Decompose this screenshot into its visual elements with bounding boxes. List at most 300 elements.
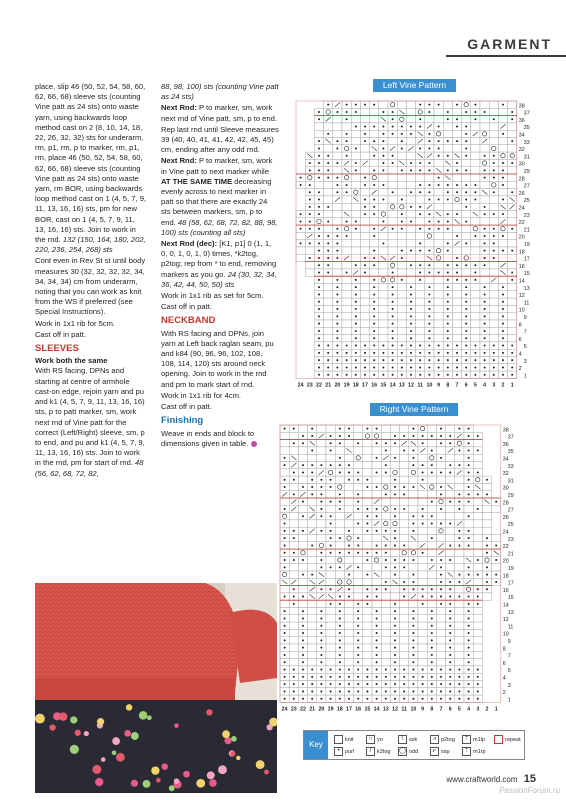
chart-cell (333, 123, 342, 130)
paragraph: With RS facing and DPNs, join yarn at Left back raglan seam, pu and k84 (90, 96, 96, 102, 108, 108, 114, 120) sts around neck opening. Join to work in the rnd and pm to mark start of rnd. (161, 328, 274, 389)
chart-cell (397, 262, 406, 269)
purl-mark (293, 442, 295, 444)
purl-mark (327, 345, 329, 347)
purl-mark (493, 155, 495, 157)
chart-cell (360, 298, 369, 305)
purl-mark (320, 676, 322, 678)
purl-mark (465, 374, 467, 376)
chart-cell (390, 549, 399, 556)
chart-cell (360, 291, 369, 298)
chart-cell (388, 276, 397, 283)
chart-cell (324, 305, 333, 312)
chart-cell (333, 269, 342, 276)
purl-mark (428, 264, 430, 266)
purl-mark (302, 486, 304, 488)
chart-cell (342, 335, 351, 342)
purl-mark (474, 374, 476, 376)
purl-mark (401, 345, 403, 347)
purl-mark (410, 352, 412, 354)
flower-dot (147, 715, 152, 720)
chart-cell (360, 189, 369, 196)
chart-cell (326, 615, 335, 622)
chart-cell (280, 600, 289, 607)
chart-cell (436, 651, 445, 658)
chart-cell (388, 262, 397, 269)
chart-cell (381, 615, 390, 622)
row-label: 14 (518, 278, 525, 285)
purl-mark (412, 588, 414, 590)
purl-mark (456, 140, 458, 142)
col-label: 11 (401, 706, 408, 713)
purl-mark (366, 574, 368, 576)
purl-mark (394, 435, 396, 437)
row-label: 11 (507, 624, 514, 631)
purl-mark (468, 574, 470, 576)
chart-cell (427, 476, 436, 483)
chart-cell (427, 454, 436, 461)
purl-mark (355, 359, 357, 361)
purl-mark (502, 169, 504, 171)
row-label: 31 (523, 154, 530, 161)
purl-mark (468, 683, 470, 685)
purl-mark (376, 639, 378, 641)
purl-mark (327, 177, 329, 179)
purl-mark (493, 235, 495, 237)
purl-mark (484, 308, 486, 310)
chart-cell (397, 189, 406, 196)
purl-mark (327, 104, 329, 106)
chart-cell (381, 432, 390, 439)
col-label: 24 (297, 382, 304, 389)
purl-mark (440, 435, 442, 437)
purl-mark (456, 366, 458, 368)
chart-cell (452, 174, 461, 181)
chart-cell (409, 491, 418, 498)
paragraph: Cont even in Rev St st until body measures 30 (32, 32, 32, 32, 34, 34, 34, 34) cm from underarm, noting that you can work as knit from the WS if preferred (see Special Instructions). (35, 256, 146, 317)
purl-mark (302, 647, 304, 649)
chart-cell (317, 425, 326, 432)
chart-cell (381, 513, 390, 520)
purl-mark (468, 442, 470, 444)
purl-mark (327, 366, 329, 368)
col-label: 1 (510, 382, 514, 389)
chart-cell (324, 225, 333, 232)
purl-mark (412, 698, 414, 700)
purl-mark (468, 661, 470, 663)
purl-mark (401, 126, 403, 128)
chart-cell (480, 218, 489, 225)
purl-mark (392, 272, 394, 274)
purl-mark (318, 374, 320, 376)
chart-cell (344, 659, 353, 666)
purl-mark (447, 228, 449, 230)
row-label: 4 (518, 351, 522, 358)
key-symbol-icon: ᛘ (462, 735, 471, 744)
chart-cell (427, 600, 436, 607)
purl-mark (419, 345, 421, 347)
purl-mark (302, 625, 304, 627)
chart-cell (443, 130, 452, 137)
purl-mark (311, 493, 313, 495)
chart-cell (372, 432, 381, 439)
chart-cell (400, 513, 409, 520)
purl-mark (339, 493, 341, 495)
purl-mark (449, 647, 451, 649)
key-symbol-icon: ⩗ (430, 747, 439, 756)
chart-cell (390, 520, 399, 527)
purl-mark (447, 264, 449, 266)
chart-cell (462, 211, 471, 218)
purl-mark (511, 228, 513, 230)
purl-mark (447, 272, 449, 274)
purl-mark (366, 669, 368, 671)
chart-cell (326, 629, 335, 636)
chart-cell (452, 225, 461, 232)
chart-cell (342, 203, 351, 210)
purl-mark (330, 669, 332, 671)
chart-cell (289, 622, 298, 629)
purl-mark (447, 191, 449, 193)
purl-mark (357, 537, 359, 539)
purl-mark (401, 250, 403, 252)
purl-mark (410, 133, 412, 135)
chart-cell (342, 298, 351, 305)
chart-cell (409, 564, 418, 571)
purl-mark (468, 610, 470, 612)
chart-cell (317, 520, 326, 527)
chart-cell (455, 564, 464, 571)
chart-cell (436, 659, 445, 666)
purl-mark (392, 111, 394, 113)
purl-mark (477, 435, 479, 437)
purl-mark (318, 206, 320, 208)
purl-mark (428, 140, 430, 142)
purl-mark (376, 471, 378, 473)
purl-mark (419, 279, 421, 281)
col-label: 8 (446, 382, 450, 389)
chart-cell (471, 123, 480, 130)
row-label: 37 (507, 434, 514, 441)
purl-mark (382, 169, 384, 171)
purl-mark (284, 661, 286, 663)
purl-mark (392, 293, 394, 295)
paragraph: Cast off in patt. (161, 402, 212, 412)
purl-mark (493, 366, 495, 368)
chart-cell (390, 469, 399, 476)
purl-mark (339, 669, 341, 671)
purl-mark (477, 596, 479, 598)
purl-mark (419, 126, 421, 128)
chart-cell (471, 305, 480, 312)
row-label: 16 (502, 587, 509, 594)
purl-mark (318, 352, 320, 354)
chart-cell (379, 269, 388, 276)
purl-mark (403, 698, 405, 700)
purl-mark (428, 323, 430, 325)
purl-mark (438, 184, 440, 186)
chart-cell (344, 505, 353, 512)
chart-cell (436, 498, 445, 505)
chart-cell (455, 659, 464, 666)
row-label: 33 (507, 463, 514, 470)
chart-cell (372, 600, 381, 607)
purl-mark (410, 293, 412, 295)
chart-cell (360, 284, 369, 291)
purl-mark (419, 213, 421, 215)
purl-mark (382, 199, 384, 201)
chart-cell (443, 101, 452, 108)
chart-cell (381, 651, 390, 658)
purl-mark (300, 213, 302, 215)
chart-cell (354, 556, 363, 563)
purl-mark (493, 374, 495, 376)
purl-mark (355, 374, 357, 376)
purl-mark (456, 126, 458, 128)
purl-mark (392, 162, 394, 164)
neckband-heading: NECKBAND (161, 315, 216, 327)
purl-mark (419, 104, 421, 106)
purl-mark (440, 442, 442, 444)
purl-mark (502, 352, 504, 354)
row-label: 31 (507, 478, 514, 485)
purl-mark (474, 264, 476, 266)
chart-cell (308, 644, 317, 651)
purl-mark (458, 581, 460, 583)
col-label: 10 (410, 706, 417, 713)
row-label: 21 (523, 227, 530, 234)
row-label: 21 (507, 551, 514, 558)
purl-mark (330, 683, 332, 685)
chart-cell (363, 578, 372, 585)
chart-cell (416, 305, 425, 312)
chart-cell (381, 600, 390, 607)
purl-mark (493, 177, 495, 179)
purl-mark (511, 118, 513, 120)
purl-mark (447, 286, 449, 288)
purl-mark (412, 661, 414, 663)
purl-mark (330, 530, 332, 532)
chart-cell (360, 305, 369, 312)
purl-mark (366, 588, 368, 590)
purl-mark (484, 359, 486, 361)
purl-mark (293, 596, 295, 598)
chart-cell (363, 440, 372, 447)
chart-cell (360, 152, 369, 159)
purl-mark (468, 515, 470, 517)
purl-mark (376, 544, 378, 546)
purl-mark (456, 118, 458, 120)
purl-mark (401, 352, 403, 354)
chart-cell (462, 247, 471, 254)
purl-mark (385, 581, 387, 583)
purl-mark (284, 617, 286, 619)
purl-mark (311, 450, 313, 452)
key-text: odd (409, 748, 419, 755)
purl-mark (284, 676, 286, 678)
purl-mark (403, 450, 405, 452)
purl-mark (474, 111, 476, 113)
purl-mark (382, 366, 384, 368)
purl-mark (447, 330, 449, 332)
purl-mark (412, 581, 414, 583)
purl-mark (401, 228, 403, 230)
chart-cell (436, 608, 445, 615)
chart-cell (434, 335, 443, 342)
chart-cell (462, 254, 471, 261)
purl-mark (502, 323, 504, 325)
purl-mark (428, 184, 430, 186)
purl-mark (300, 242, 302, 244)
purl-mark (355, 169, 357, 171)
purl-mark (438, 272, 440, 274)
purl-mark (311, 464, 313, 466)
chart-cell (508, 218, 517, 225)
purl-mark (458, 574, 460, 576)
purl-mark (477, 471, 479, 473)
purl-mark (440, 596, 442, 598)
chart-cell (335, 556, 344, 563)
purl-mark (394, 515, 396, 517)
chart-cell (455, 483, 464, 490)
purl-mark (410, 250, 412, 252)
col-label: 13 (398, 382, 405, 389)
purl-mark (382, 147, 384, 149)
purl-mark (336, 177, 338, 179)
purl-mark (465, 220, 467, 222)
chart-cell (326, 571, 335, 578)
purl-mark (412, 464, 414, 466)
purl-mark (419, 191, 421, 193)
purl-mark (493, 228, 495, 230)
chart-cell (427, 542, 436, 549)
chart-cell (473, 637, 482, 644)
purl-mark (428, 162, 430, 164)
chart-cell (473, 462, 482, 469)
chart-cell (400, 629, 409, 636)
chart-cell (418, 644, 427, 651)
chart-cell (317, 440, 326, 447)
row-label: 7 (507, 653, 511, 660)
chart-cell (370, 269, 379, 276)
purl-mark (339, 428, 341, 430)
key-text: p2tog (441, 736, 455, 743)
chart-cell (289, 542, 298, 549)
purl-mark (376, 669, 378, 671)
purl-mark (320, 552, 322, 554)
purl-mark (449, 683, 451, 685)
purl-mark (373, 206, 375, 208)
chart-cell (370, 159, 379, 166)
purl-mark (357, 479, 359, 481)
purl-mark (419, 242, 421, 244)
chart-cell (363, 447, 372, 454)
purl-mark (302, 501, 304, 503)
chart-cell (335, 520, 344, 527)
purl-mark (440, 698, 442, 700)
purl-mark (502, 301, 504, 303)
purl-mark (376, 588, 378, 590)
purl-mark (493, 213, 495, 215)
key-symbol-icon (334, 735, 343, 744)
purl-mark (394, 559, 396, 561)
purl-mark (348, 464, 350, 466)
chart-cell (416, 335, 425, 342)
row-label: 38 (518, 103, 525, 110)
purl-mark (392, 301, 394, 303)
chart-cell (381, 659, 390, 666)
key-item (366, 735, 383, 744)
chart-cell (471, 203, 480, 210)
purl-mark (318, 315, 320, 317)
key-item (334, 747, 354, 756)
flower-dot (156, 778, 161, 783)
purl-mark (376, 632, 378, 634)
row-label: 38 (502, 427, 509, 434)
purl-mark (373, 293, 375, 295)
purl-mark (339, 508, 341, 510)
chart-cell (370, 116, 379, 123)
purl-mark (366, 523, 368, 525)
purl-mark (458, 596, 460, 598)
purl-mark (465, 155, 467, 157)
row-label: 22 (502, 544, 509, 551)
chart-cell (351, 211, 360, 218)
purl-mark (438, 374, 440, 376)
chart-cell (354, 513, 363, 520)
purl-mark (447, 199, 449, 201)
col-label: 5 (473, 382, 477, 389)
purl-mark (449, 559, 451, 561)
chart-cell (351, 174, 360, 181)
chart-cell (400, 520, 409, 527)
flower-dot (169, 785, 175, 791)
purl-mark (293, 698, 295, 700)
chart-cell (418, 659, 427, 666)
purl-mark (392, 133, 394, 135)
purl-mark (376, 683, 378, 685)
chart-cell (409, 600, 418, 607)
purl-mark (293, 559, 295, 561)
purl-mark (339, 442, 341, 444)
purl-mark (468, 647, 470, 649)
row-label: 4 (502, 675, 506, 682)
chart-cell (418, 527, 427, 534)
chart-cell (489, 196, 498, 203)
purl-mark (284, 530, 286, 532)
paragraph: Next Rnd (dec): [K1, p1] 0 (1, 1, 0, 0, 1, 0, 1, 0) times, *k2tog, p2tog; rep from * to end, removing markers as you go. 24 (30, 32, 34, 36, 42, 44, 50, 50) sts (161, 239, 277, 289)
chart-cell (434, 189, 443, 196)
chart-cell (344, 637, 353, 644)
purl-mark (355, 279, 357, 281)
purl-mark (440, 471, 442, 473)
chart-cell (289, 629, 298, 636)
chart-cell (443, 145, 452, 152)
purl-mark (327, 257, 329, 259)
flower-dot (35, 714, 45, 724)
purl-mark (438, 140, 440, 142)
purl-mark (431, 559, 433, 561)
purl-mark (465, 352, 467, 354)
chart-cell (324, 284, 333, 291)
chart-cell (381, 425, 390, 432)
chart-cell (351, 247, 360, 254)
purl-mark (394, 625, 396, 627)
purl-mark (357, 625, 359, 627)
purl-mark (477, 559, 479, 561)
purl-mark (385, 559, 387, 561)
chart-cell (379, 262, 388, 269)
purl-mark (422, 471, 424, 473)
